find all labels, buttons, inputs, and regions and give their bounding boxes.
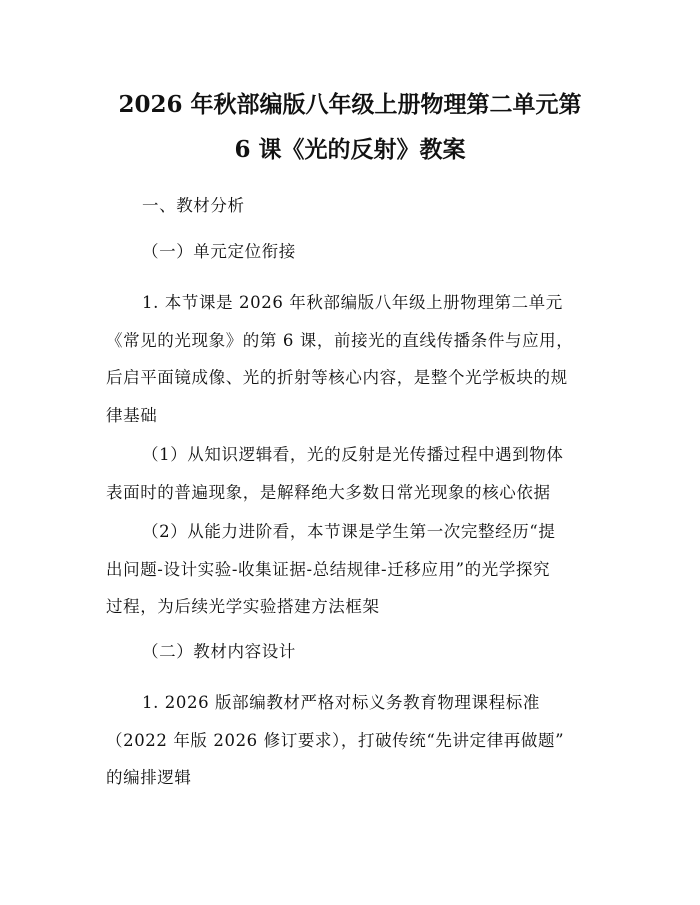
paragraph-3 <box>106 513 601 626</box>
paragraph-1-line-1: 1. 本节课是 2026 年秋部编版八年级上册物理第二单元 <box>142 293 563 312</box>
paragraph-3-line-2: 出问题-设计实验-收集证据-总结规律-迁移应用”的光学探究 <box>106 559 551 579</box>
paragraph-3-line-3: 过程，为后续光学实验搭建方法框架 <box>106 597 380 616</box>
paragraph-1-line-3: 后启平面镜成像、光的折射等核心内容，是整个光学板块的规 <box>106 368 568 387</box>
section-heading-teaching-material-analysis: 一、教材分析 <box>142 196 245 215</box>
paragraph-3-line-1: （2）从能力进阶看，本节课是学生第一次完整经历“提 <box>142 522 556 541</box>
document-title-line-2: 6 课《光的反射》教案 <box>234 136 466 163</box>
subsection-heading-unit-positioning: （一）单元定位衔接 <box>142 242 296 261</box>
document-title-line-1: 2026 年秋部编版八年级上册物理第二单元第 <box>118 91 582 118</box>
paragraph-2 <box>106 436 601 511</box>
paragraph-2-line-2: 表面时的普遍现象，是解释绝大多数日常光现象的核心依据 <box>106 482 551 502</box>
paragraph-1-line-2: 《常见的光现象》的第 6 课，前接光的直线传播条件与应用， <box>106 330 574 350</box>
subsection-heading-content-design: （二）教材内容设计 <box>142 642 296 661</box>
paragraph-4-line-1: 1. 2026 版部编教材严格对标义务教育物理课程标准 <box>142 693 540 712</box>
paragraph-4-line-2: （2022 年版 2026 修订要求），打破传统“先讲定律再做题” <box>106 730 565 750</box>
paragraph-4 <box>106 684 601 797</box>
paragraph-2-line-1: （1）从知识逻辑看，光的反射是光传播过程中遇到物体 <box>142 445 564 464</box>
paragraph-1-line-4: 律基础 <box>106 405 158 425</box>
paragraph-4-line-3: 的编排逻辑 <box>106 768 192 787</box>
paragraph-1 <box>106 284 601 434</box>
